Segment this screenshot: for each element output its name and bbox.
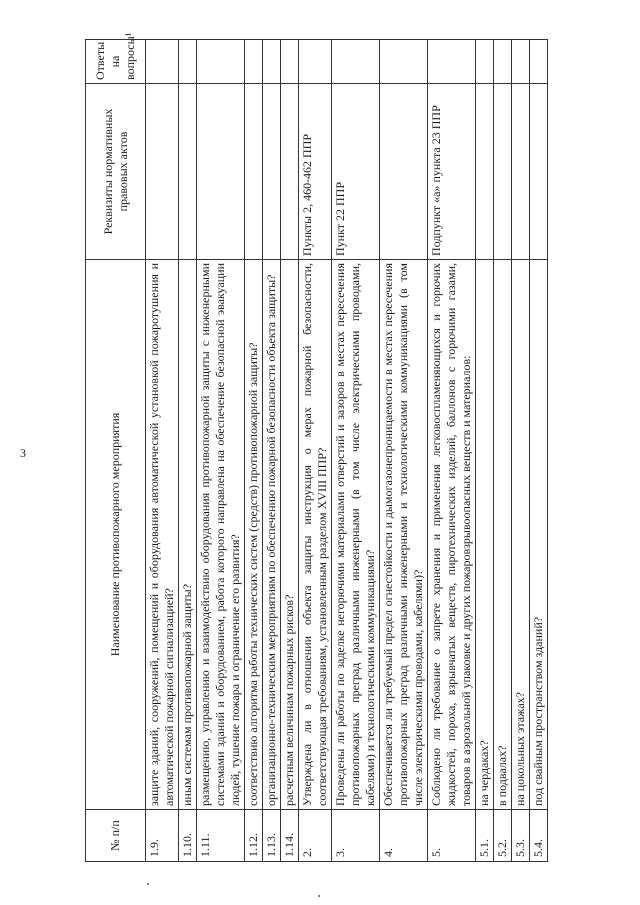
row-name: Соблюдено ли требование о запрете хранения и применения легковоспламеняющихся и горючих жидкостей, пороха, взрывчатых веществ, пиротехнических изделий, баллонов с горючими газами, товаров в аэрозольной упаковке и других пожаровзрывоопасных веществ и материалов: (428, 260, 476, 810)
table-row (245, 40, 263, 862)
row-requisites (380, 84, 428, 260)
table-row (197, 40, 245, 862)
table-row (512, 40, 530, 862)
row-num: 5.4. (530, 810, 548, 862)
row-name: иным системам противопожарной защиты? (179, 260, 197, 810)
row-answer (281, 40, 299, 84)
row-answer (146, 40, 179, 84)
row-num: 1.10. (179, 810, 197, 862)
row-requisites (245, 84, 263, 260)
table-row (332, 40, 380, 862)
table-row (428, 40, 476, 862)
row-num: 1.11. (197, 810, 245, 862)
row-answer (476, 40, 494, 84)
row-answer (512, 40, 530, 84)
table-row (263, 40, 281, 862)
row-name: размещению, управлению и взаимодействию оборудования противопожарной защиты с инженерными системами зданий и оборудованием, работа которого направлена на обеспечение безопасной эвакуации людей, тушение пожара и ограничение его развития? (197, 260, 245, 810)
row-name: на чердаках? (476, 260, 494, 810)
row-num: 5.2. (494, 810, 512, 862)
row-requisites: Подпункт «а» пункта 23 ППР (428, 84, 476, 260)
row-num: 5. (428, 810, 476, 862)
table-row (380, 40, 428, 862)
row-requisites (530, 84, 548, 260)
row-answer (332, 40, 380, 84)
page-number: 3 (20, 446, 26, 460)
row-requisites: Пункты 2, 460-462 ППР (299, 84, 332, 260)
header-requisites: Реквизиты нормативных правовых актов (86, 84, 146, 260)
row-name: под свайным пространством зданий? (530, 260, 548, 810)
row-answer (494, 40, 512, 84)
row-name: Обеспечивается ли требуемый предел огнестойкости и дымогазонепроницаемости в местах пересечения противопожарных преград различными инженерными и технологическими коммуникациями (в том числе электрическими проводами, кабелями)? (380, 260, 428, 810)
row-num: 2. (299, 810, 332, 862)
row-requisites (476, 84, 494, 260)
row-answer (179, 40, 197, 84)
row-num: 4. (380, 810, 428, 862)
row-answer (197, 40, 245, 84)
row-requisites (494, 84, 512, 260)
row-num: 3. (332, 810, 380, 862)
header-num: № п/п (86, 810, 146, 862)
row-name: расчетным величинам пожарных рисков? (281, 260, 299, 810)
row-name: Проведены ли работы по заделке негорючими материалами отверстий и зазоров в местах пересечения противопожарных преград различными инженерными (в том числе электрическими проводами, кабелями) и технологическими коммуникациями? (332, 260, 380, 810)
row-name: защите зданий, сооружений, помещений и оборудования автоматической установкой пожаротушения и автоматической пожарной сигнализацией? (146, 260, 179, 810)
row-requisites (146, 84, 179, 260)
scan-speck (147, 883, 149, 885)
table-row (530, 40, 548, 862)
checklist-table (85, 32, 548, 862)
row-requisites (512, 84, 530, 260)
row-answer (428, 40, 476, 84)
row-num: 1.13. (263, 810, 281, 862)
rotated-table-container (85, 32, 640, 862)
row-name: на цокольных этажах? (512, 260, 530, 810)
table-header-row (86, 40, 146, 862)
row-answer (245, 40, 263, 84)
row-num: 5.3. (512, 810, 530, 862)
table-row (494, 40, 512, 862)
table-row (476, 40, 494, 862)
row-num: 1.14. (281, 810, 299, 862)
row-num: 1.12. (245, 810, 263, 862)
row-answer (299, 40, 332, 84)
scan-speck (318, 895, 320, 897)
row-num: 1.9. (146, 810, 179, 862)
header-name: Наименование противопожарного мероприятия (86, 260, 146, 810)
row-name: соответствию алгоритма работы технических систем (средств) противопожарной защиты? (245, 260, 263, 810)
row-requisites (197, 84, 245, 260)
table-row (299, 40, 332, 862)
row-name: организационно-техническим мероприятиям по обеспечению пожарной безопасности объекта защиты? (263, 260, 281, 810)
row-requisites (263, 84, 281, 260)
row-name: в подвалах? (494, 260, 512, 810)
table-body (146, 40, 548, 862)
table-row (146, 40, 179, 862)
row-requisites (281, 84, 299, 260)
row-answer (380, 40, 428, 84)
row-answer (263, 40, 281, 84)
row-requisites (179, 84, 197, 260)
row-requisites: Пункт 22 ППР (332, 84, 380, 260)
header-answers: Ответы на вопросы¹ (86, 40, 146, 84)
row-name: Утверждена ли в отношении объекта защиты инструкция о мерах пожарной безопасности, соответствующая требованиям, установленным разделом XVIII ППР? (299, 260, 332, 810)
row-answer (530, 40, 548, 84)
table-row (179, 40, 197, 862)
row-num: 5.1. (476, 810, 494, 862)
table-row (281, 40, 299, 862)
